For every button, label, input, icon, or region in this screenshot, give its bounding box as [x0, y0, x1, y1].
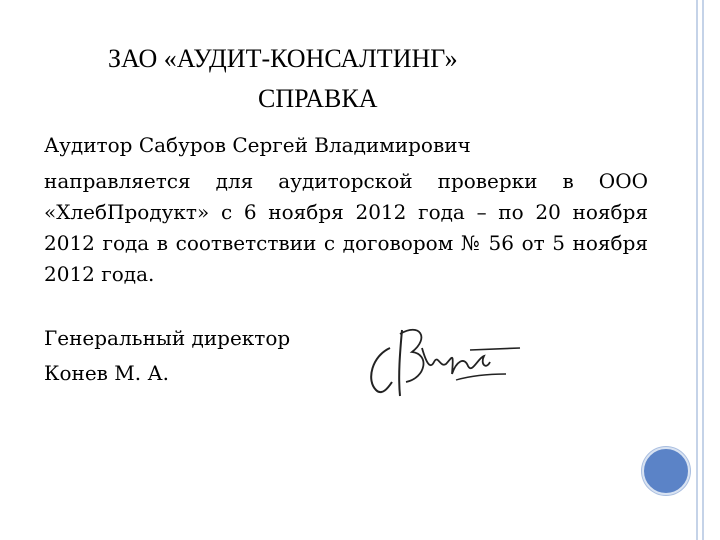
document-title: СПРАВКА	[258, 84, 378, 113]
decorative-circle	[642, 447, 690, 495]
border-line	[696, 0, 698, 540]
right-border-decoration	[690, 0, 720, 540]
signatory-name: Конев М. А.	[44, 361, 169, 385]
auditor-line: Аудитор Сабуров Сергей Владимирович	[44, 133, 471, 157]
signature-icon	[360, 318, 530, 408]
organization-name: ЗАО «АУДИТ-КОНСАЛТИНГ»	[108, 44, 458, 73]
signatory-position: Генеральный директор	[44, 326, 291, 350]
border-line	[702, 0, 704, 540]
left-margin	[0, 0, 28, 540]
body-paragraph: направляется для аудиторской проверки в ООО «ХлебПродукт» с 6 ноября 2012 года – по 20 ноября 2012 года в соответствии с договором № 56 от 5 ноября 2012 года.	[44, 169, 648, 286]
